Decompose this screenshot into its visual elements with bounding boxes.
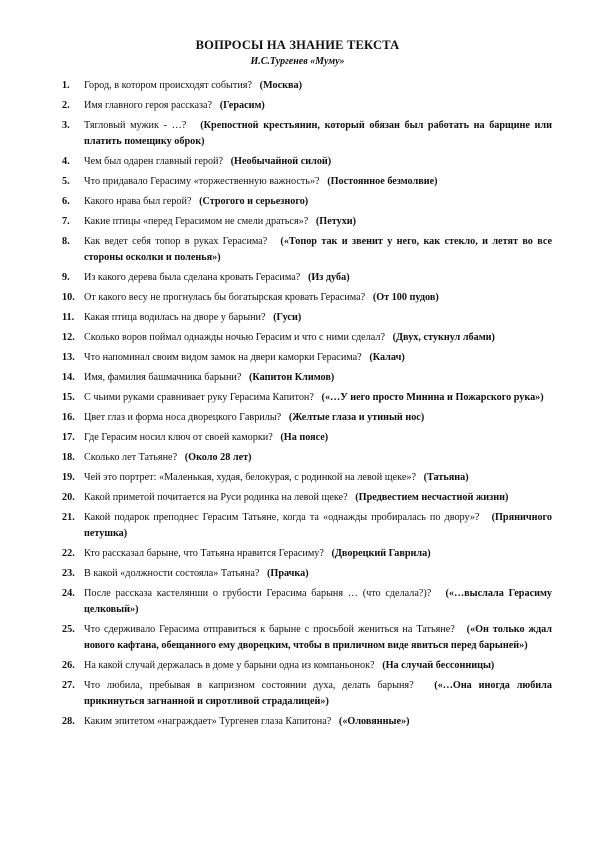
question-text: Что напоминал своим видом замок на двери каморки Герасима? <box>84 352 362 363</box>
question-text: Чей это портрет: «Маленькая, худая, белокурая, с родинкой на левой щеке»? <box>84 472 416 483</box>
answer-text: («Топор так и звенит у него, как стекло, и летят во все стороны осколки и поленья») <box>84 236 552 263</box>
answer-text: (Прачка) <box>267 568 309 579</box>
question-item <box>52 658 552 674</box>
question-text: Чем был одарен главный герой? <box>84 156 224 167</box>
answer-text: (На поясе) <box>280 432 329 443</box>
question-text: Какой приметой почитается на Руси родинка на левой щеке? <box>84 492 348 503</box>
question-item <box>52 350 552 366</box>
question-item <box>52 510 552 542</box>
question-number: 21. <box>62 512 75 523</box>
answer-text: (Пряничного петушка) <box>84 512 553 539</box>
question-item <box>52 270 552 286</box>
question-item <box>52 78 552 94</box>
question-text: Что сдерживало Герасима отправиться к барыне с просьбой жениться на Татьяне? <box>84 624 455 635</box>
answer-text: (Двух, стукнул лбами) <box>392 332 495 343</box>
answer-text: («Оловянные») <box>338 716 410 727</box>
page-subtitle: И.С.Тургенев «Муму» <box>250 56 345 67</box>
answer-text: (На случай бессонницы) <box>382 660 495 671</box>
question-item <box>52 490 552 506</box>
question-number: 20. <box>62 492 75 503</box>
question-item <box>52 430 552 446</box>
answer-text: (Татьяна) <box>423 472 469 483</box>
answer-text: («…У него просто Минина и Пожарского рука») <box>321 392 544 403</box>
answer-text: (Капитон Климов) <box>249 372 335 383</box>
answer-text: (Москва) <box>259 80 303 91</box>
answer-text: (Крепостной крестьянин, который обязан был работать на барщине или платить помещику оброк) <box>84 120 553 147</box>
question-number: 16. <box>62 412 75 423</box>
question-item <box>52 470 552 486</box>
question-number: 4. <box>62 156 70 167</box>
question-item <box>52 586 552 618</box>
question-text: С чьими руками сравнивает руку Герасима Капитон? <box>84 392 314 403</box>
answer-text: (Предвестием несчастной жизни) <box>355 492 509 503</box>
question-item <box>52 234 552 266</box>
question-item <box>52 678 552 710</box>
question-text: От какого весу не прогнулась бы богатырская кровать Герасима? <box>84 292 366 303</box>
question-number: 2. <box>62 100 70 111</box>
question-text: Какой подарок преподнес Герасим Татьяне, когда та «однажды пробиралась по двору»? <box>84 512 480 523</box>
question-item <box>52 566 552 582</box>
answer-text: (Строгого и серьезного) <box>199 196 309 207</box>
question-text: Как ведет себя топор в руках Герасима? <box>84 236 268 247</box>
question-item <box>52 290 552 306</box>
answer-text: (От 100 пудов) <box>372 292 439 303</box>
question-number: 24. <box>62 588 75 599</box>
question-text: Какая птица водилась на дворе у барыни? <box>84 312 266 323</box>
question-number: 11. <box>62 312 75 323</box>
answer-text: (Около 28 лет) <box>184 452 252 463</box>
question-item <box>52 370 552 386</box>
question-item <box>52 714 552 730</box>
question-text: Какого нрава был герой? <box>84 196 192 207</box>
question-text: В какой «должности состояла» Татьяна? <box>84 568 260 579</box>
question-number: 26. <box>62 660 75 671</box>
question-number: 27. <box>62 680 75 691</box>
question-text: Где Герасим носил ключ от своей каморки? <box>84 432 273 443</box>
question-text: Что придавало Герасиму «торжественную важность»? <box>84 176 320 187</box>
answer-text: (Петухи) <box>315 216 357 227</box>
question-item <box>52 330 552 346</box>
question-number: 3. <box>62 120 70 131</box>
answer-text: (Калач) <box>369 352 405 363</box>
question-number: 19. <box>62 472 75 483</box>
question-number: 22. <box>62 548 75 559</box>
question-text: Что любила, пребывая в капризном состоянии духа, делать барыня? <box>84 680 414 691</box>
answer-text: («…Она иногда любила прикинуться загнанной и сиротливой страдалицей») <box>84 680 552 707</box>
question-number: 15. <box>62 392 75 403</box>
question-text: Имя, фамилия башмачника барыни? <box>84 372 242 383</box>
question-item <box>52 214 552 230</box>
question-item <box>52 174 552 190</box>
answer-text: («Он только ждал нового кафтана, обещанного ему дворецким, чтобы в приличном виде явиться перед барыней») <box>84 624 552 651</box>
question-number: 10. <box>62 292 75 303</box>
question-item <box>52 410 552 426</box>
question-number: 25. <box>62 624 75 635</box>
question-text: Кто рассказал барыне, что Татьяна нравится Герасиму? <box>84 548 324 559</box>
question-item <box>52 154 552 170</box>
question-text: Имя главного героя рассказа? <box>84 100 213 111</box>
question-item <box>52 546 552 562</box>
answer-text: (Постоянное безмолвие) <box>327 176 438 187</box>
question-number: 12. <box>62 332 75 343</box>
question-number: 14. <box>62 372 75 383</box>
question-number: 7. <box>62 216 70 227</box>
question-text: На какой случай держалась в доме у барыни одна из компаньонок? <box>84 660 375 671</box>
question-number: 9. <box>62 272 70 283</box>
question-text: Сколько лет Татьяне? <box>84 452 178 463</box>
question-number: 17. <box>62 432 75 443</box>
question-text: Из какого дерева была сделана кровать Герасима? <box>84 272 301 283</box>
answer-text: («…выслала Герасиму целковый») <box>84 588 552 615</box>
answer-text: (Герасим) <box>219 100 265 111</box>
question-text: Цвет глаз и форма носа дворецкого Гаврилы? <box>84 412 282 423</box>
question-item <box>52 310 552 326</box>
question-list <box>52 78 552 734</box>
question-item <box>52 118 552 150</box>
answer-text: (Из дуба) <box>307 272 350 283</box>
question-item <box>52 622 552 654</box>
question-text: Сколько воров поймал однажды ночью Герасим и что с ними сделал? <box>84 332 386 343</box>
page-title: ВОПРОСЫ НА ЗНАНИЕ ТЕКСТА <box>195 38 400 52</box>
question-item <box>52 450 552 466</box>
question-number: 18. <box>62 452 75 463</box>
question-number: 5. <box>62 176 70 187</box>
question-number: 8. <box>62 236 70 247</box>
question-text: После рассказа кастелянши о грубости Герасима барыня … (что сделала?)? <box>84 588 432 599</box>
answer-text: (Гуси) <box>273 312 302 323</box>
question-text: Город, в котором происходят события? <box>84 80 253 91</box>
question-item <box>52 390 552 406</box>
question-number: 13. <box>62 352 75 363</box>
question-text: Каким эпитетом «награждает» Тургенев глаза Капитона? <box>84 716 332 727</box>
question-number: 23. <box>62 568 75 579</box>
question-number: 1. <box>62 80 70 91</box>
question-text: Какие птицы «перед Герасимом не смели драться»? <box>84 216 309 227</box>
answer-text: (Необычайной силой) <box>230 156 332 167</box>
question-number: 28. <box>62 716 75 727</box>
question-text: Тягловый мужик - …? <box>84 120 187 131</box>
question-number: 6. <box>62 196 70 207</box>
question-item <box>52 98 552 114</box>
answer-text: (Дворецкий Гаврила) <box>331 548 431 559</box>
question-item <box>52 194 552 210</box>
answer-text: (Желтые глаза и утиный нос) <box>288 412 425 423</box>
